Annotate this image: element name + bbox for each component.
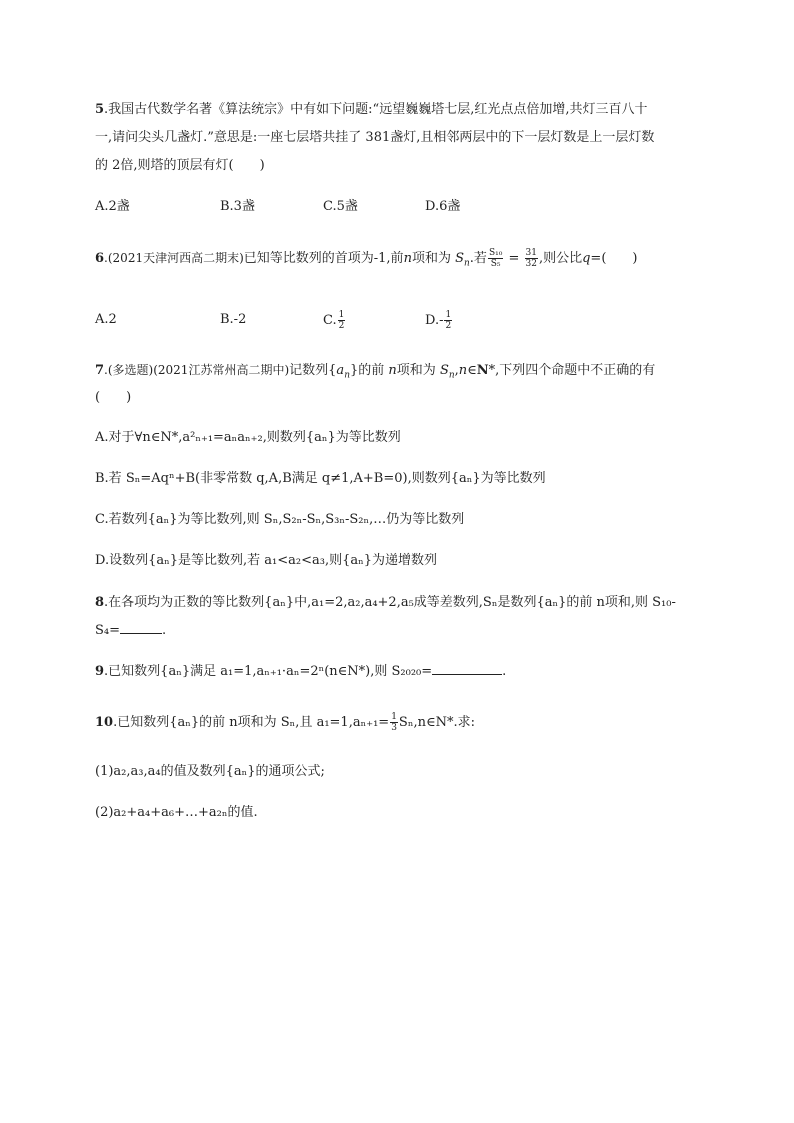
q7-option-c: C.若数列{aₙ}为等比数列,则 Sₙ,S₂ₙ-Sₙ,S₃ₙ-S₂ₙ,…仍为等比数列	[95, 512, 465, 527]
q9-number: 9	[95, 664, 105, 679]
q10-part2: (2)a₂+a₄+a₆+…+a₂ₙ的值.	[95, 805, 258, 820]
q8-answer-blank[interactable]	[120, 621, 162, 634]
q6-stem: 6.(2021天津河西高二期末)已知等比数列的首项为-1,前n项和为 $S_n$.若 $\frac{\text{S₁₀}}{\text{S₅}}$ = $\frac{31}{32}$ ,则公比q=( )	[95, 248, 638, 269]
q5-line3: 的 2倍,则塔的顶层有灯( )	[95, 158, 265, 173]
q9-answer-blank[interactable]	[432, 662, 502, 675]
q10-part1: (1)a₂,a₃,a₄的值及数列{aₙ}的通项公式;	[95, 764, 325, 779]
q10-stem: 10.已知数列{aₙ}的前 n项和为 Sₙ,且 a₁=1,aₙ₊₁= $\frac{1}{3}$ Sₙ,n∈N*.求:	[95, 712, 475, 733]
q6-option-c: C. $\frac{1}{2}$	[323, 310, 345, 331]
q7-option-b: B.若 Sₙ=Aqⁿ+B(非零常数 q,A,B满足 q≠1,A+B=0),则数列{aₙ}为等比数列	[95, 471, 546, 486]
q5-line1: 5.我国古代数学名著《算法统宗》中有如下问题:“远望巍巍塔七层,红光点点倍加增,共灯三百八十	[95, 102, 648, 117]
q5-option-a: A.2盏	[95, 199, 130, 214]
q10-number: 10	[95, 715, 114, 730]
q6-number: 6	[95, 251, 105, 266]
q9-stem: 9.已知数列{aₙ}满足 a₁=1,aₙ₊₁·aₙ=2ⁿ(n∈N*),则 S₂₀₂₀= .	[95, 664, 507, 679]
q7-option-d: D.设数列{aₙ}是等比数列,若 a₁<a₂<a₃,则{aₙ}为递增数列	[95, 553, 437, 568]
q5-line2: 一,请问尖头几盏灯.”意思是:一座七层塔共挂了 381盏灯,且相邻两层中的下一层灯数是上一层灯数	[95, 130, 655, 145]
q6-option-a: A.2	[95, 312, 117, 327]
q7-stem: 7.(多选题)(2021江苏常州高二期中)记数列$\{a_n\}$的前 n项和为 $S_n,n\in N*$,下列四个命题中不正确的有	[95, 363, 656, 381]
q7-number: 7	[95, 363, 105, 378]
q8-line2: S₄= .	[95, 623, 167, 638]
q5-option-d: D.6盏	[425, 199, 461, 214]
q10-fraction-1-3: $\frac{1}{3}$	[391, 712, 397, 733]
q6-option-d: D.- $\frac{1}{2}$	[425, 310, 452, 331]
q7-option-a: A.对于∀n∈N*,a²ₙ₊₁=aₙaₙ₊₂,则数列{aₙ}为等比数列	[95, 430, 401, 445]
q5-option-b: B.3盏	[220, 199, 255, 214]
q6-fraction-31-32: $\frac{31}{32}$	[525, 248, 537, 269]
q7-line2: ( )	[95, 390, 132, 405]
q8-line1: 8.在各项均为正数的等比数列{aₙ}中,a₁=2,a₂,a₄+2,a₅成等差数列,Sₙ是数列{aₙ}的前 n项和,则 S₁₀-	[95, 595, 676, 610]
q5-number: 5	[95, 102, 105, 117]
q8-number: 8	[95, 595, 105, 610]
q6-source: .(2021天津河西高二期末)	[104, 251, 244, 265]
q6-option-b: B.-2	[220, 312, 247, 327]
q6-fraction-s10-s5: $\frac{\text{S₁₀}}{\text{S₅}}$	[488, 248, 503, 269]
q5-option-c: C.5盏	[323, 199, 358, 214]
q7-source: .(多选题)(2021江苏常州高二期中)	[104, 363, 290, 377]
